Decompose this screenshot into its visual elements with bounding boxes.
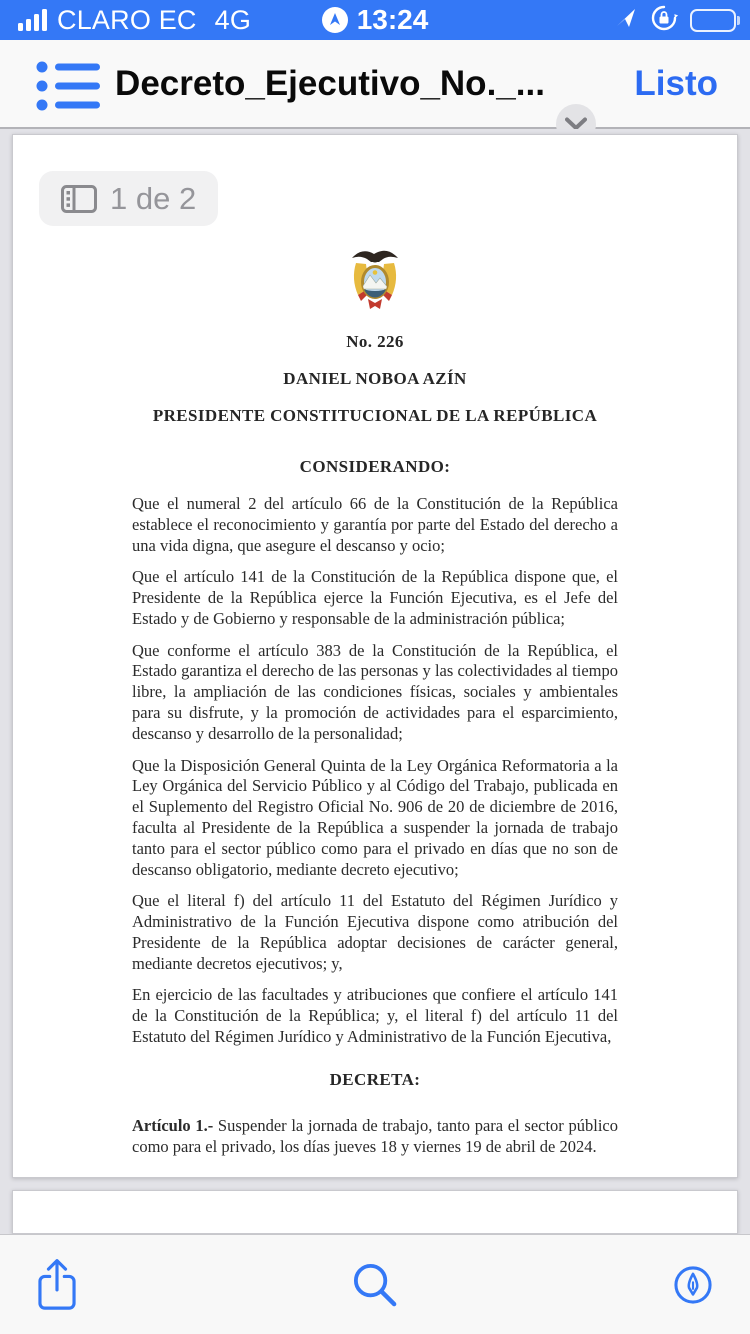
document-body bbox=[13, 135, 737, 1157]
search-button[interactable] bbox=[340, 1235, 410, 1334]
navigation-active-icon bbox=[322, 7, 348, 33]
battery-icon bbox=[690, 9, 741, 32]
page-indicator[interactable] bbox=[39, 171, 218, 226]
network-label: 4G bbox=[214, 4, 252, 35]
paragraph-2: Que el artículo 141 de la Constitución de la República dispone que, el Presidente de la República ejerce la Función Ejecutiva, es el Jefe del Estado y de Gobierno y responsable de la administración pública; bbox=[132, 567, 618, 628]
pdf-page-2-preview bbox=[12, 1190, 738, 1234]
location-arrow-icon bbox=[614, 6, 638, 35]
paragraph-1: Que el numeral 2 del artículo 66 de la Constitución de la República establece el reconocimiento y garantía por parte del Estado del derecho a una vida digna, que asegure el descanso y ocio; bbox=[132, 494, 618, 555]
carrier-label: CLARO EC bbox=[57, 4, 197, 35]
nav-bar bbox=[0, 40, 750, 129]
search-icon bbox=[350, 1260, 400, 1310]
article-1-label: Artículo 1.- bbox=[132, 1115, 214, 1135]
document-scroll-area[interactable] bbox=[0, 129, 750, 1234]
status-right bbox=[614, 0, 741, 40]
page-indicator-label: 1 de 2 bbox=[110, 180, 197, 216]
decreta-heading: DECRETA: bbox=[329, 1069, 421, 1089]
bullet-list-icon bbox=[36, 60, 102, 112]
status-bar bbox=[0, 0, 750, 40]
document-title: Decreto_Ejecutivo_No._... bbox=[115, 63, 545, 103]
article-1-text: Suspender la jornada de trabajo, tanto para el sector público como para el privado, los días jueves 18 y viernes 19 de abril de 2024. bbox=[132, 1115, 618, 1156]
share-button[interactable] bbox=[22, 1235, 92, 1334]
president-title: PRESIDENTE CONSTITUCIONAL DE LA REPÚBLICA bbox=[152, 406, 598, 425]
pdf-page-1 bbox=[12, 134, 738, 1178]
paragraph-4: Que la Disposición General Quinta de la Ley Orgánica Reformatoria a la Ley Orgánica del Servicio Público y al Código del Trabajo, publicada en el Suplemento del Registro Oficial No. 906 de 20 de diciembre de 2016, faculta al Presidente de la República a suspender la jornada de trabajo tanto para el sector público como para el privado en días que no son de descanso obligatorio, mediante decreto ejecutivo; bbox=[132, 755, 618, 879]
done-button[interactable]: Listo bbox=[634, 63, 718, 103]
rotation-lock-icon bbox=[650, 4, 678, 37]
markup-button[interactable] bbox=[658, 1235, 728, 1334]
thumbnail-list-button[interactable] bbox=[34, 58, 104, 114]
decree-number: No. 226 bbox=[346, 332, 404, 351]
bottom-toolbar bbox=[0, 1234, 750, 1334]
clock-time: 13:24 bbox=[356, 4, 429, 35]
ecuador-coat-of-arms bbox=[343, 245, 407, 315]
share-icon bbox=[35, 1257, 79, 1313]
paragraph-6: En ejercicio de las facultades y atribuciones que confiere el artículo 141 de la Constitución de la República; y, el literal f) del artículo 11 del Estatuto del Régimen Jurídico y Administrativo de la Función Ejecutiva, bbox=[132, 985, 618, 1046]
paragraph-3: Que conforme el artículo 383 de la Constitución de la República, el Estado garantiza el derecho de las personas y las colectividades al tiempo libre, la ampliación de las condiciones físicas, sociales y ambientales para su disfrute, y la promoción de actividades para el esparcimiento, descanso y desarrollo de la personalidad; bbox=[132, 640, 618, 743]
considerando-heading: CONSIDERANDO: bbox=[299, 457, 451, 476]
sidebar-pages-icon bbox=[61, 185, 97, 213]
article-1 bbox=[132, 1116, 618, 1158]
president-name: DANIEL NOBOA AZÍN bbox=[283, 369, 467, 388]
paragraph-5: Que el literal f) del artículo 11 del Estatuto del Régimen Jurídico y Administrativo de la Función Ejecutiva dispone como atribución del Presidente de la República adoptar decisiones de carácter general, mediante decretos ejecutivos; y, bbox=[132, 891, 618, 973]
markup-pen-icon bbox=[673, 1265, 713, 1305]
